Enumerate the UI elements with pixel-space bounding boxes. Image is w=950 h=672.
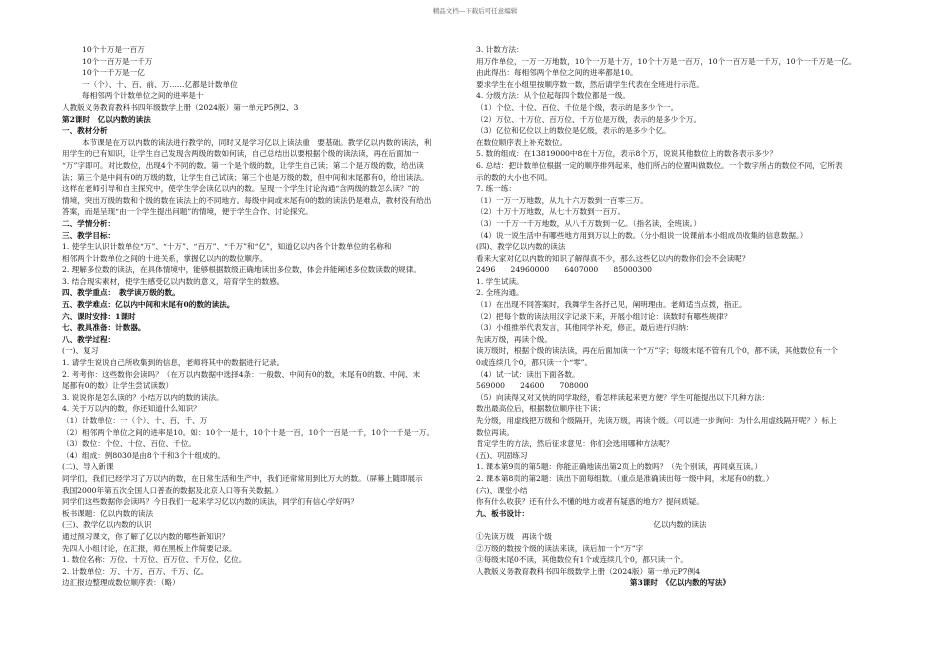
text-line: 八、教学过程： [62,334,116,344]
text-line: 1. 请学生说说自己所收集到的信息，老师将其中的数据进行记录。 [62,358,285,368]
text-line: （2）十万十万地数，从七十万数到一百万。 [476,207,626,217]
text-line: 在数位顺序表上补充数位。 [476,137,568,147]
text-line: “万”字即可。对比数位，出现4个不同的数。第一个是个级的数，让学生自己读；第二个是万级的数，给出读 [62,160,424,170]
text-line: 读万级时，根据个级的读法读，再在后面加读一个“万”字；每级末尾不管有几个0，都不读，其他数位有一个 [476,346,838,356]
text-line: 相邻两个计数单位之间的十进关系，掌握亿以内的数位顺序。 [62,253,268,263]
text-line: 先分级，用虚线把万级和个级隔开，先读万级，再读个级。（可以进一步询问：为什么用虚线隔开呢？）标上 [476,416,837,425]
text-line: 7. 练一练： [476,184,517,194]
text-line: （3）数位：个位、十位、百位、千位。 [62,439,196,449]
text-line: 10个十万是一百万 [82,45,145,54]
text-line: 1. 使学生认识计数单位“万”、“十万”、“百万”、“千万”和“亿”，知道亿以内各个计数单位的名称和 [62,242,392,252]
text-line: 先读万级，再读个级。 [476,334,552,344]
text-line: 本节课是在万以内数的读法进行教学的，同时又是学习亿以上读法重 要基础。教学亿以内数的读法，利 [82,137,432,147]
text-line: 一、教材分析 [62,126,108,136]
text-line: 先四人小组讨论，在汇报，师在黑板上作简要记录。 [62,543,237,553]
text-line: (二)、导入新课 [62,462,114,472]
text-line: 数位再读。 [476,427,514,437]
text-line: 3. 计数方法： [476,45,524,54]
text-line: ②万级的数按个级的读法来读，读后加一个“万”字 [476,543,644,553]
text-line: （1）一万一万地数，从九十六万数到一百零三万。 [476,195,648,205]
right-column [476,44,884,589]
left-column [62,44,470,589]
text-line: 2. 课本第8页的第2题：读出下面每组数。（重点是准确读出每一级中间，末尾有0的数。） [476,473,774,483]
text-line: （5）向读得又对又快的同学取经，看怎样读起来更方便？学生可能提出以下几种方法： [476,392,770,402]
text-line: 边汇报边整理成数位顺序表：（略） [62,578,180,588]
text-line: （3）小组推举代表发言，其他同学补充，修正，最后进行归纳： [476,323,694,333]
text-line: 七、教具准备：计数器。 [62,323,146,333]
text-line: 板书课题：亿以内数的读法 [62,508,154,518]
text-line: (六)、课堂小结 [476,485,528,495]
text-line: （1）在出现不同答案时，我舞学生各抒己见，阐明理由。老师适当点拨，指正。 [476,300,747,310]
text-line: 九、板书设计： [476,508,530,518]
text-line: 2. 计数单位：万、十万、百万、千万、亿。 [62,566,209,576]
text-line: 三、教学目标： [62,230,116,240]
text-line: 四、教学重点： 教学读万级的数。 [62,288,180,298]
text-line: 二、学情分析： [62,218,116,228]
text-line: 你有什么收获？还有什么不懂的地方或者有疑惑的地方？提问质疑。 [476,497,704,507]
text-line: 4. 分级方法：从个位起每四个数位都是一级。 [476,91,630,101]
text-line: (一)、复习 [62,346,99,356]
text-line: 通过预习课文，你了解了亿以内数的哪些新知识？ [62,531,230,541]
text-line: （3）亿位和亿位以上的数位是亿级，表示的是多少个亿。 [476,126,671,136]
text-line: 人教版义务教育教科书四年级数学上册（2024版）第一单元P7例4 [476,566,700,576]
text-line: ③每级末尾0不读，其他数位有1个或连续几个0，都只读一个。 [476,555,688,565]
text-line: 同学们这些数据你会读吗？今日我们一起来学习亿以内数的读法，同学们有信心学好吗？ [62,497,359,507]
text-line: 第2课时 亿以内数的读法 [62,114,151,124]
text-line: （4）试一试：读出下面各数。 [476,369,580,379]
text-line: 看来大家对亿以内数的知识了解得真不少，那么这些亿以内的数你们会不会读呢？ [476,253,750,263]
text-line: 同学们，我们已经学习了万以内的数，在日常生活和生产中，我们还常常用到比万大的数。（屏幕上随即展示 [62,473,423,483]
text-line: 3. 说说你是怎么读的？小结万以内的数的读法。 [62,392,224,402]
text-line: 由此得出：每相邻两个单位之间的进率都是10。 [476,68,638,78]
text-line: （2）把每个数的读法用汉字记录下来，开展小组讨论：读数时有哪些规律？ [476,311,732,321]
text-line: 我国2000年第五次全国人口普查的数据及北京人口等有关数据。） [62,485,283,495]
text-line: 六、课时安排：1课时 [62,311,136,321]
text-line: 2. 全班沟通。 [476,288,524,298]
text-line: 1. 课本第9页的第5题：你能正确地读出第2页上的数吗？（先个别读，再同桌互读。） [476,462,763,472]
text-line: 569000 24600 708000 [476,381,589,391]
text-line: 10个一百万是一千万 [82,56,153,66]
text-line: 一（个）、十、百、前、万……亿都是计数单位 [82,79,238,89]
text-line: 法；第三个是中间有0的万级的数，让学生自己试读；第三个也是万级的数，但中间和末尾都有0，给出读法。 [62,172,429,182]
text-line: （3）一千万一千万地数，从八千万数到一亿。（指名读，全班读。） [476,218,702,228]
text-line: 2. 理解多位数的读法，在具体情境中，能够根据数级正确地读出多位数，体会并能阐述多位数读数的规律。 [62,265,421,275]
text-line: 5. 数的组成：在13819000中8在十万位，表示8个万，说说其他数位上的数各表示多少？ [476,149,777,159]
text-line: 0或连续几个0，都只读一个“零”。 [476,358,593,368]
text-line: （1）计数单位：一（个）、十、百、千、万 [62,416,208,425]
text-line: 情境，突出万级的数和个级的数在读法上的不同地方。每级中间或末尾有0的数的读法仍是难点，教材没有给出 [62,195,432,205]
text-line: 6. 总结：把计数单位根据一定的顺序排列起来，他们所占的位置叫做数位。一个数字所占的数位不同，它所表 [476,160,843,170]
text-line: 1. 学生试读。 [476,276,524,286]
text-line: ①先读万级 再读个级 [476,531,552,541]
text-line: 数出最高位后，根据数位顺序往下读； [476,404,606,414]
page-header: 精品文档---下载后可任意编辑 [432,7,518,15]
text-line: 答案，而是呈现“由一个学生提出问题”的情境，便于学生合作、讨论探究。 [62,207,313,217]
text-line: 这样在老师引导和自主探究中，使学生学会读亿以内的数。呈现一个学生讨论沟通“含两级的数怎么读？”的 [62,184,420,194]
text-line: 肯定学生的方法，然后征求意见：你们会选用哪种方法呢？ [476,439,674,449]
text-line: 五、教学难点：亿以内中间和末尾有0的数的读法。 [62,300,235,310]
text-line: 用万作单位，一万一万地数，10个一万是十万，10个十万是一百万，10个一百万是一千万，10个一千万是一亿。 [476,56,857,66]
text-line: 人教版义务教育教科书四年级数学上册（2024版）第一单元P5例2、3 [62,102,299,112]
text-line: 用学生的已有知识，让学生自己发现含两级的数如何读，自己总结出以要根据个级的读法读，再在后面加一 [62,149,419,159]
text-line: 尾都有0的数）让学生尝试读数） [62,381,174,391]
text-line: （1）个位、十位、百位、千位是个级，表示的是多少个一。 [476,102,679,112]
text-line: (三)、教学亿以内数的认识 [62,520,152,530]
text-line: 2496 24960000 6407000 85000300 [476,265,653,275]
text-line: 亿以内数的读法 [653,520,707,530]
text-line: （2）万位、十万位、百万位、千万位是万级，表示的是多少个万。 [476,114,702,124]
text-line: （4）说一说生活中有哪些地方用到万以上的数。（分小组说一说课前本小组成员收集的信息数据。） [476,230,808,240]
text-line: 2. 考考你：这些数你会读吗？（在万以内数据中选择4条：一般数、中间有0的数，末尾有0的数、中间、末 [62,369,421,379]
text-line: 每相邻两个计数单位之间的进率是十 [82,91,204,101]
text-line: (四)、教学亿以内数的读法 [476,242,566,252]
text-line: 要求学生在小组里按顺序数一数，然后请学生代表在全班进行示范。 [476,79,704,89]
text-line: 第3课时 《亿以内数的写法》 [629,578,731,588]
text-line: 示的数的大小也不同。 [476,172,552,182]
text-line: （4）组成：例8030是由8个千和3个十组成的。 [62,450,225,460]
text-line: 1. 数位名称：万位、十万位、百万位、千万位、亿位。 [62,555,247,565]
text-line: 10个一千万是一亿 [82,68,145,78]
text-line: （2）相邻两个单位之间的进率是10。如：10个一是十，10个十是一百，10个一百是一千，10个一千是一万。 [62,427,435,437]
text-line: (五)、巩固练习 [476,450,528,460]
text-line: 3. 结合现实素材，使学生感受亿以内数的意义，培育学生的数感。 [62,276,285,286]
text-line: 4. 关于万以内的数，你还知道什么知识？ [62,404,201,414]
